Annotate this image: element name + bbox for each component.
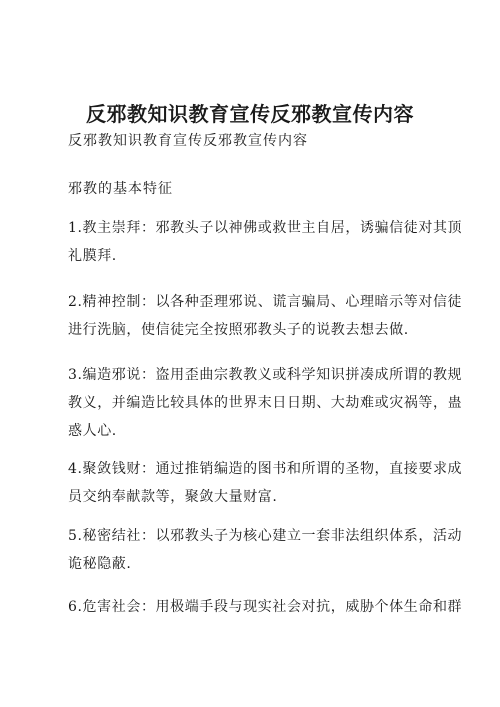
- paragraph-line: 3.编造邪说：盗用歪曲宗教教义或科学知识拼凑成所谓的教规: [68, 367, 463, 383]
- paragraph-line: 5.秘密结社：以邪教头子为核心建立一套非法组织体系，活动: [68, 528, 463, 544]
- section-heading: 邪教的基本特征: [68, 181, 173, 197]
- document-title: 反邪教知识教育宣传反邪教宣传内容: [86, 102, 414, 126]
- paragraph-line: 4.聚敛钱财：通过推销编造的图书和所谓的圣物，直接要求成: [68, 461, 463, 477]
- paragraph-line: 惑人心.: [68, 423, 117, 439]
- paragraph-line: 1.教主崇拜：邪教头子以神佛或救世主自居，诱骗信徒对其顶: [68, 220, 463, 236]
- feature-item-secret-society: [68, 522, 463, 578]
- paragraph-line: 6.危害社会：用极端手段与现实社会对抗，威胁个体生命和群: [68, 599, 463, 615]
- document-subtitle: 反邪教知识教育宣传反邪教宣传内容: [68, 133, 308, 149]
- feature-item-cult-leader-worship: [68, 214, 463, 270]
- feature-item-social-harm: [68, 593, 463, 621]
- paragraph-line: 诡秘隐蔽.: [68, 556, 132, 572]
- paragraph-line: 进行洗脑，使信徒完全按照邪教头子的说教去想去做.: [68, 322, 409, 338]
- paragraph-line: 员交纳奉献款等，聚敛大量财富.: [68, 489, 278, 505]
- feature-item-amassing-wealth: [68, 455, 463, 511]
- paragraph-line: 2.精神控制：以各种歪理邪说、谎言骗局、心理暗示等对信徒: [68, 294, 463, 310]
- feature-item-mind-control: [68, 288, 463, 344]
- paragraph-line: 教义，并编造比较具体的世界末日日期、大劫难或灾祸等，蛊: [68, 395, 463, 411]
- paragraph-line: 礼膜拜.: [68, 248, 117, 264]
- feature-item-fabricated-doctrine: [68, 361, 463, 445]
